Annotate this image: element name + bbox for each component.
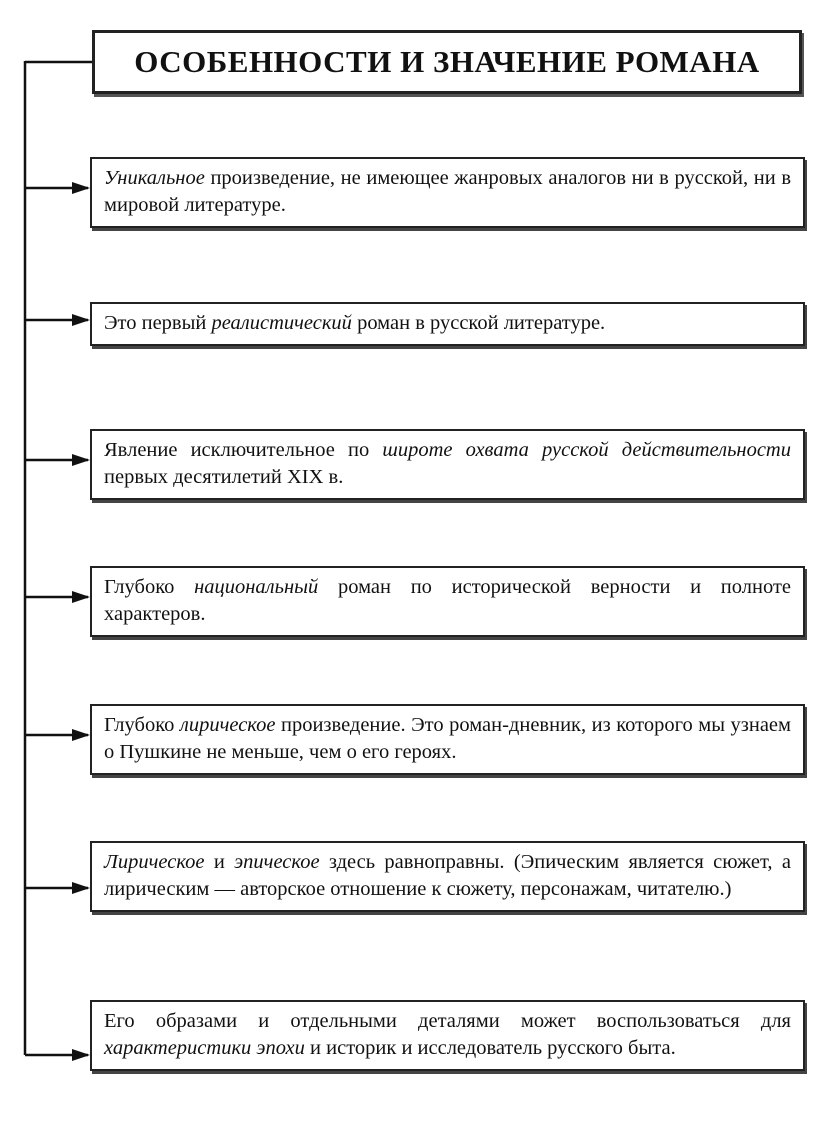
feature-text: Глубоко (104, 714, 180, 736)
feature-box-3 (90, 429, 805, 500)
feature-box-7 (90, 1000, 805, 1071)
feature-box-5 (90, 704, 805, 775)
feature-text: первых десятилетий XIX в. (104, 466, 344, 488)
feature-text: характеристики эпохи (104, 1037, 305, 1059)
feature-text: Его образами и отдельными деталями может воспользоваться для (104, 1010, 791, 1032)
feature-box-2 (90, 302, 805, 346)
feature-text: лирическое (179, 714, 276, 736)
title-box (92, 30, 802, 94)
feature-box-4 (90, 566, 805, 637)
feature-text: роман по исторической верности и полноте характеров. (104, 576, 791, 625)
feature-text: произведение, не имеющее жанровых аналогов ни в русской, ни в мировой литературе. (104, 167, 791, 216)
feature-box-6 (90, 841, 805, 912)
feature-text: роман в русской литературе. (351, 312, 606, 334)
feature-text: Уникальное (104, 167, 205, 189)
page-title: ОСОБЕННОСТИ И ЗНАЧЕНИЕ РОМАНА (134, 44, 760, 79)
feature-text: Явление исключительное по (104, 439, 383, 461)
feature-text: произведение. Это роман-дневник, из которого мы узнаем о Пушкине не меньше, чем о его героях. (104, 714, 791, 763)
feature-text: здесь равноправны. (Эпическим является сюжет, а лирическим — авторское отношение к сюжету, персонажам, читателю.) (104, 851, 791, 900)
feature-text: и историк и исследователь русского быта. (304, 1037, 676, 1059)
feature-box-1 (90, 157, 805, 228)
feature-text: Это первый (104, 312, 212, 334)
feature-text: реалистический (211, 312, 352, 334)
feature-text: Глубоко (104, 576, 195, 598)
feature-text: эпическое (234, 851, 320, 873)
feature-text: и (204, 851, 235, 873)
feature-text: Лирическое (104, 851, 205, 873)
feature-text: широте охвата русской действительности (382, 439, 791, 461)
feature-text: национальный (194, 576, 319, 598)
